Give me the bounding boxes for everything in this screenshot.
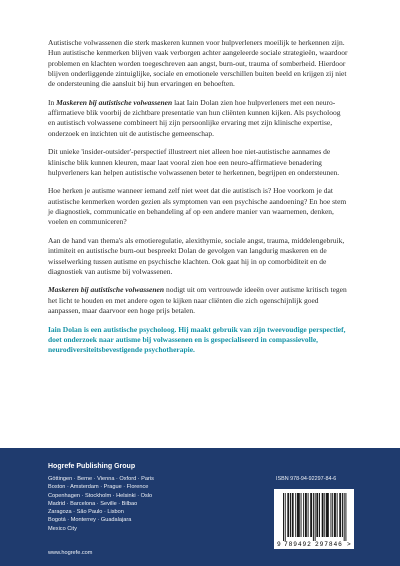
barcode-bar: [337, 493, 338, 537]
cities-line: Bogotá · Monterrey · Guadalajara: [48, 517, 132, 524]
barcode-bar: [331, 493, 332, 537]
barcode-bar: [287, 493, 288, 537]
isbn-number: ISBN 978-94-92297-84-6: [276, 476, 337, 482]
barcode-bar: [303, 493, 304, 537]
barcode-bar: [340, 493, 341, 537]
blurb-paragraph-5: Aan de hand van thema's als emotieregulatie, alexithymie, sociale angst, trauma, middelengebruik, intimiteit en autistische burn-out bespreekt Dolan de gevolgen van langdurig maskeren en de wisselwerking tussen autisme en psychische klachten. Ook gaat hij in op comorbiditeit en de diagnostiek van autisme bij volwassenen.: [48, 235, 345, 276]
barcode-bar: [326, 493, 327, 537]
barcode-bars: [283, 493, 346, 541]
blurb-paragraph-4: Hoe herken je autisme wanneer iemand zelf niet weet dat die autistisch is? Hoe voorkom je dat autistische kenmerken worden gezien als symptomen van een psychische aandoening? En hoe stem je diagnostiek, communicatie en behandeling af op een andere manier van waarnemen, denken, voelen en communiceren?: [48, 186, 347, 227]
barcode-bar: [315, 493, 316, 541]
cities-line: Mexico City: [48, 525, 77, 532]
barcode-bar: [324, 493, 325, 537]
barcode-bar: [335, 493, 336, 537]
barcode-bar: [283, 493, 284, 541]
barcode-bar: [327, 493, 328, 537]
barcode-bar: [297, 493, 298, 537]
publisher-website: www.hogrefe.com: [48, 550, 93, 556]
barcode-bar: [308, 493, 309, 537]
barcode-bar: [288, 493, 289, 537]
barcode-bar: [323, 493, 324, 537]
barcode-bar: [301, 493, 302, 537]
barcode-bar: [305, 493, 306, 537]
book-title-inline: Maskeren bij autistische volwassenen: [56, 97, 173, 107]
author-note: Iain Dolan is een autistische psycholoog. Hij maakt gebruik van zijn tweevoudige perspectief, doet onderzoek naar autisme bij volwassenen en is gespecialiseerd in compassievolle, neurodiversiteitsbevestigende psychotherapie.: [48, 324, 346, 355]
barcode-bar: [285, 493, 286, 541]
barcode-lead-digit: 9: [277, 541, 281, 548]
barcode-bar: [322, 493, 323, 537]
barcode: [274, 489, 354, 549]
barcode-bar: [310, 493, 311, 537]
blurb-paragraph-1: Autistische volwassenen die sterk maskeren kunnen voor hulpverleners moeilijk te herkennen zijn. Hun autistische kenmerken blijven vaak verborgen achter aangeleerde sociale strategieën, waardoor problemen en klachten worden toegeschreven aan angst, burn-out, trauma of somberheid. Hierdoor blijven onderliggende zintuiglijke, sociale en emotionele verschillen buiten beeld en krijgen zij niet de ondersteuning die aansluit bij hun ervaringen en behoeften.: [48, 38, 348, 89]
barcode-bar: [334, 493, 335, 537]
barcode-bar: [313, 493, 314, 541]
cities-line: Madrid · Barcelona · Seville · Bilbao: [48, 500, 138, 507]
barcode-bar: [295, 493, 296, 537]
blurb-p2-rest: laat Iain Dolan zien hoe hulpverleners met een neuro-affirmatieve blik voorbij de zichtbare presentatie van hun cliënten kunnen kijken. Als psycholoog en autistisch volwassene combineert hij zijn persoonlijke ervaring met zijn klinische expertise, onderzoek en inzichten uit de autistische gemeenschap.: [48, 97, 341, 138]
barcode-arrow: >: [347, 541, 351, 548]
barcode-bar: [339, 493, 340, 537]
barcode-graphic: [274, 489, 354, 549]
barcode-bar: [292, 493, 293, 537]
barcode-bar: [342, 493, 343, 537]
barcode-right-digits: 297846: [315, 541, 343, 548]
barcode-left-digits: 789492: [284, 541, 312, 548]
cities-line: Boston · Amsterdam · Prague · Florence: [48, 484, 149, 491]
book-title-inline-2: Maskeren bij autistische volwassenen: [48, 285, 165, 295]
barcode-bar: [306, 493, 307, 537]
barcode-bar: [317, 493, 318, 537]
cities-line: Copenhagen · Stockholm · Helsinki · Oslo: [48, 492, 153, 499]
barcode-bar: [290, 493, 291, 537]
barcode-bar: [332, 493, 333, 537]
cities-line: Zaragoza · São Paulo · Lisbon: [48, 509, 124, 516]
blurb-paragraph-6: [48, 285, 348, 316]
barcode-bar: [319, 493, 320, 537]
barcode-bar: [293, 493, 294, 537]
blurb-paragraph-2: [48, 98, 348, 139]
blurb-p2-lead: In: [48, 97, 57, 107]
barcode-bar: [298, 493, 299, 537]
barcode-bar: [316, 493, 317, 537]
publisher-name: Hogrefe Publishing Group: [48, 463, 136, 470]
barcode-bar: [344, 493, 345, 541]
blurb-paragraph-3: Dit unieke 'insider-outsider'-perspectief illustreert niet alleen hoe niet-autistische aannames de klinische blik kunnen kleuren, maar laat vooral zien hoe een neuro-affirmatieve benadering hulpverleners kan helpen autistische volwassenen beter te herkennen, begrijpen en ondersteunen.: [48, 147, 340, 177]
cities-line: Göttingen · Berne · Vienna · Oxford · Paris: [48, 476, 154, 482]
publisher-footer: [0, 448, 400, 566]
barcode-bar: [328, 493, 329, 537]
barcode-bar: [299, 493, 300, 537]
publisher-cities: [48, 475, 168, 533]
blurb-p6-rest: nodigt uit om vertrouwde ideeën over autisme kritisch tegen het licht te houden en met andere ogen te kijken naar cliënten die zich ogenschijnlijk goed aanpassen, maar daarvoor een hoge prijs betalen.: [48, 285, 347, 316]
blurb: [48, 38, 348, 364]
barcode-bar: [345, 493, 346, 541]
barcode-bar: [311, 493, 312, 537]
